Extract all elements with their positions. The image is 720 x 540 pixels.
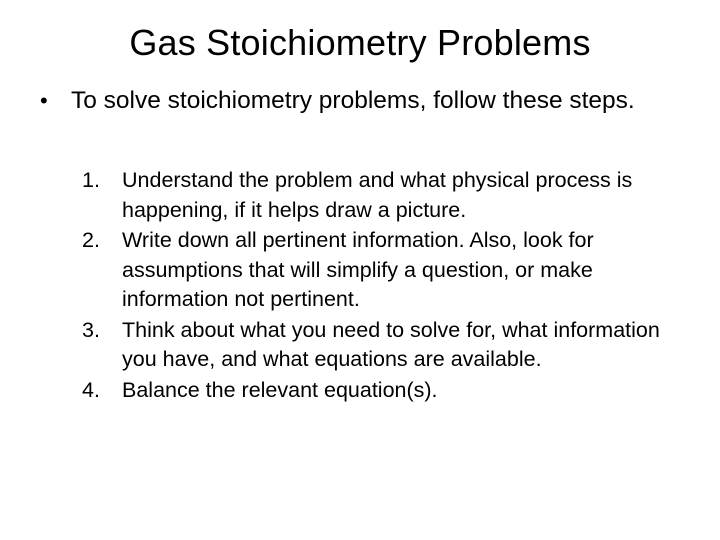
step-text: Understand the problem and what physical process is happening, if it helps draw a picture.: [122, 168, 633, 222]
step-number: 4.: [82, 377, 100, 402]
list-item-step-1: [82, 166, 692, 225]
bullet-row: [40, 84, 690, 118]
step-text: Balance the relevant equation(s).: [122, 377, 438, 402]
list-item-step-2: [82, 226, 692, 315]
slide-title: Gas Stoichiometry Problems: [129, 22, 591, 63]
list-item-step-3: [82, 316, 692, 375]
bullet-dot-icon: •: [40, 88, 48, 113]
step-number: 2.: [82, 228, 100, 252]
step-number: 3.: [82, 317, 100, 342]
step-text: Write down all pertinent information. Also, look for assumptions that will simplify a question, or make information not pertinent.: [122, 228, 594, 311]
bullet-text: To solve stoichiometry problems, follow these steps.: [71, 87, 635, 114]
main-bullet: [40, 84, 690, 118]
steps-list: [82, 166, 692, 406]
step-number: 1.: [82, 168, 100, 192]
list-item-step-4: [82, 376, 692, 406]
step-text: Think about what you need to solve for, what information you have, and what equations are available.: [122, 317, 660, 371]
